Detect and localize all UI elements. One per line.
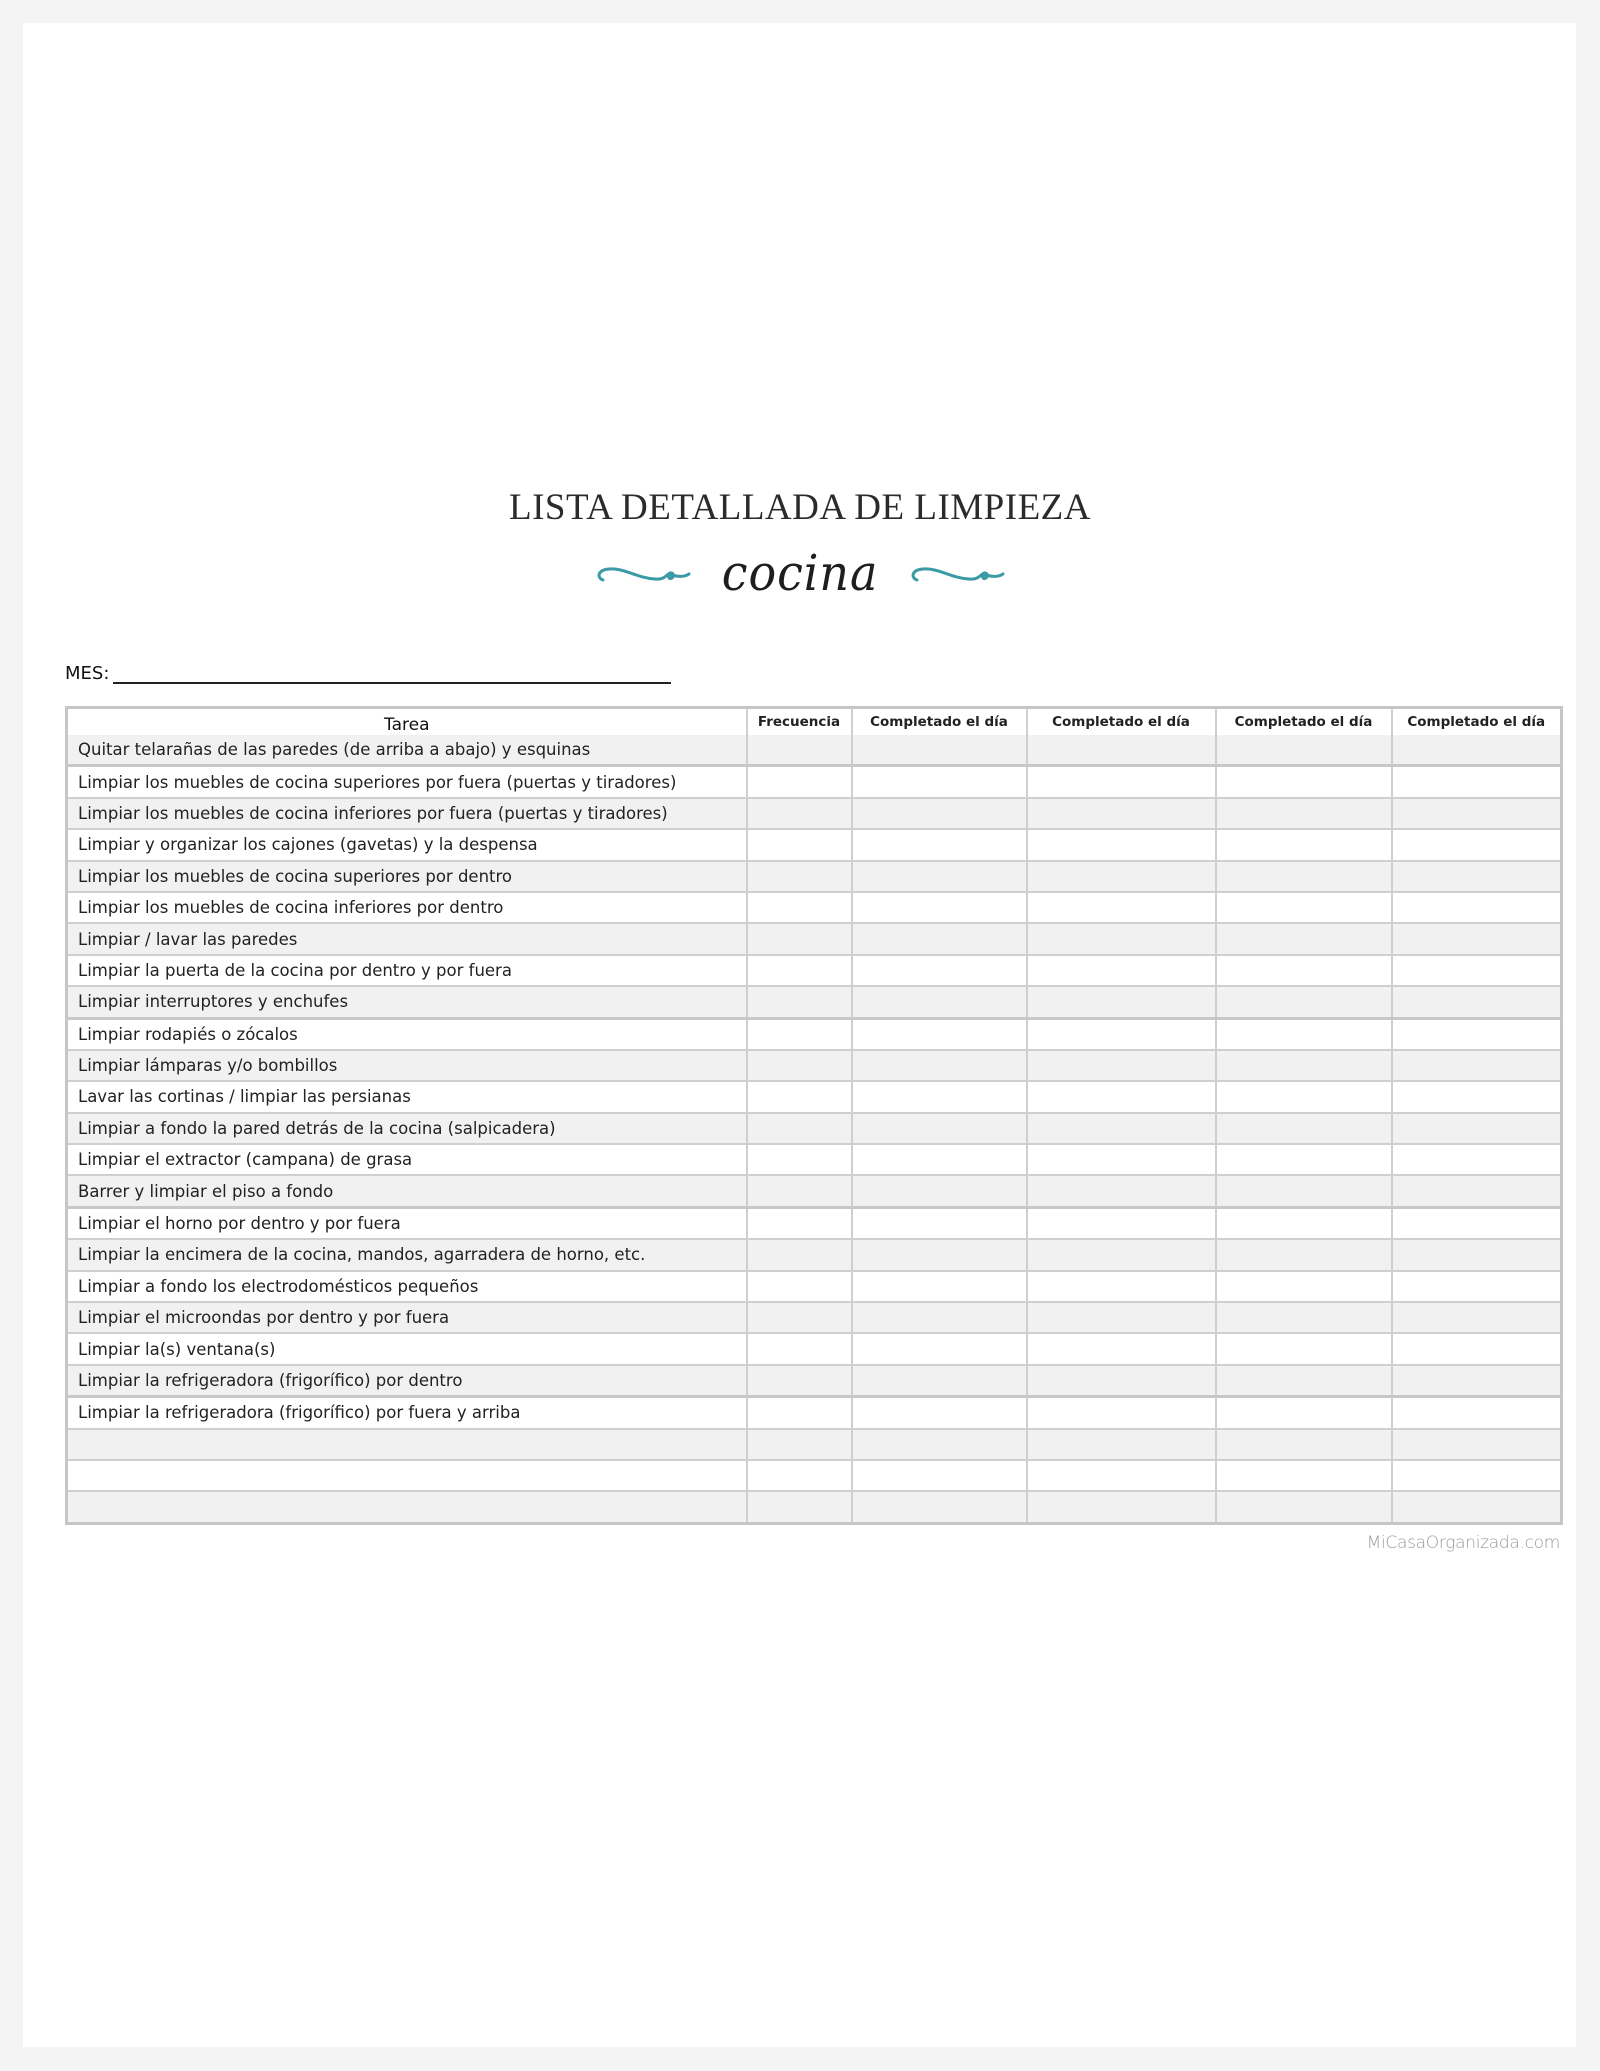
- table-row: [67, 1113, 1562, 1144]
- completed-day-1-cell[interactable]: [852, 923, 1027, 954]
- completed-day-2-cell[interactable]: [1027, 1081, 1216, 1112]
- completed-day-4-cell[interactable]: [1392, 1333, 1562, 1364]
- task-cell: Limpiar el microondas por dentro y por fuera: [67, 1302, 747, 1333]
- table-row: [67, 1207, 1562, 1239]
- completed-day-2-cell[interactable]: [1027, 1207, 1216, 1239]
- table-row: [67, 1333, 1562, 1364]
- header-task: Tarea: [67, 708, 747, 736]
- task-cell: Limpiar los muebles de cocina superiores por dentro: [67, 861, 747, 892]
- completed-day-4-cell[interactable]: [1392, 1207, 1562, 1239]
- task-cell: [67, 1429, 747, 1460]
- completed-day-2-cell[interactable]: [1027, 1333, 1216, 1364]
- completed-day-1-cell[interactable]: [852, 1113, 1027, 1144]
- task-cell: Limpiar a fondo la pared detrás de la cocina (salpicadera): [67, 1113, 747, 1144]
- completed-day-3-cell[interactable]: [1216, 1429, 1392, 1460]
- task-cell: Limpiar la(s) ventana(s): [67, 1333, 747, 1364]
- completed-day-1-cell[interactable]: [852, 829, 1027, 860]
- completed-day-4-cell[interactable]: [1392, 1113, 1562, 1144]
- subtitle-row: [0, 538, 1600, 608]
- completed-day-2-cell[interactable]: [1027, 1429, 1216, 1460]
- completed-day-1-cell[interactable]: [852, 1491, 1027, 1523]
- completed-day-2-cell[interactable]: [1027, 923, 1216, 954]
- frequency-cell[interactable]: [747, 766, 852, 798]
- frequency-cell[interactable]: [747, 923, 852, 954]
- task-cell: Limpiar los muebles de cocina superiores por fuera (puertas y tiradores): [67, 766, 747, 798]
- table-row: [67, 1239, 1562, 1270]
- table-row: [67, 1018, 1562, 1050]
- frequency-cell[interactable]: [747, 986, 852, 1018]
- table-row: [67, 735, 1562, 766]
- completed-day-3-cell[interactable]: [1216, 1239, 1392, 1270]
- completed-day-2-cell[interactable]: [1027, 892, 1216, 923]
- task-cell: Limpiar la refrigeradora (frigorífico) por dentro: [67, 1365, 747, 1397]
- completed-day-3-cell[interactable]: [1216, 986, 1392, 1018]
- completed-day-4-cell[interactable]: [1392, 1018, 1562, 1050]
- completed-day-4-cell[interactable]: [1392, 1365, 1562, 1397]
- frequency-cell[interactable]: [747, 1207, 852, 1239]
- frequency-cell[interactable]: [747, 829, 852, 860]
- completed-day-3-cell[interactable]: [1216, 1081, 1392, 1112]
- table-row: [67, 892, 1562, 923]
- completed-day-3-cell[interactable]: [1216, 1397, 1392, 1429]
- table-row: [67, 1050, 1562, 1081]
- completed-day-4-cell[interactable]: [1392, 829, 1562, 860]
- table-row: [67, 1365, 1562, 1397]
- frequency-cell[interactable]: [747, 1460, 852, 1491]
- table-row: [67, 955, 1562, 986]
- task-cell: Limpiar rodapiés o zócalos: [67, 1018, 747, 1050]
- completed-day-1-cell[interactable]: [852, 1460, 1027, 1491]
- completed-day-4-cell[interactable]: [1392, 1239, 1562, 1270]
- month-field-row: [65, 663, 671, 684]
- header-completed-day-4: Completado el día: [1392, 708, 1562, 736]
- completed-day-4-cell[interactable]: [1392, 923, 1562, 954]
- completed-day-1-cell[interactable]: [852, 1429, 1027, 1460]
- left-swirl-ornament-icon: [593, 558, 693, 588]
- completed-day-2-cell[interactable]: [1027, 861, 1216, 892]
- table-row: [67, 1491, 1562, 1523]
- swirl-path: [913, 569, 1003, 580]
- frequency-cell[interactable]: [747, 735, 852, 766]
- completed-day-2-cell[interactable]: [1027, 798, 1216, 829]
- completed-day-3-cell[interactable]: [1216, 1113, 1392, 1144]
- completed-day-3-cell[interactable]: [1216, 923, 1392, 954]
- completed-day-4-cell[interactable]: [1392, 1302, 1562, 1333]
- task-cell: Limpiar a fondo los electrodomésticos pequeños: [67, 1271, 747, 1302]
- task-cell: Limpiar / lavar las paredes: [67, 923, 747, 954]
- frequency-cell[interactable]: [747, 1018, 852, 1050]
- frequency-cell[interactable]: [747, 798, 852, 829]
- completed-day-1-cell[interactable]: [852, 1144, 1027, 1175]
- completed-day-4-cell[interactable]: [1392, 1397, 1562, 1429]
- task-cell: Limpiar la puerta de la cocina por dentro y por fuera: [67, 955, 747, 986]
- completed-day-1-cell[interactable]: [852, 1207, 1027, 1239]
- frequency-cell[interactable]: [747, 1302, 852, 1333]
- completed-day-3-cell[interactable]: [1216, 1175, 1392, 1207]
- completed-day-1-cell[interactable]: [852, 766, 1027, 798]
- header-completed-day-3: Completado el día: [1216, 708, 1392, 736]
- completed-day-2-cell[interactable]: [1027, 829, 1216, 860]
- table-row: [67, 798, 1562, 829]
- frequency-cell[interactable]: [747, 1491, 852, 1523]
- completed-day-3-cell[interactable]: [1216, 735, 1392, 766]
- frequency-cell[interactable]: [747, 1144, 852, 1175]
- completed-day-2-cell[interactable]: [1027, 1397, 1216, 1429]
- table-row: [67, 1175, 1562, 1207]
- completed-day-2-cell[interactable]: [1027, 735, 1216, 766]
- task-cell: Limpiar interruptores y enchufes: [67, 986, 747, 1018]
- completed-day-3-cell[interactable]: [1216, 1333, 1392, 1364]
- completed-day-2-cell[interactable]: [1027, 1460, 1216, 1491]
- document-title: LISTA DETALLADA DE LIMPIEZA: [508, 487, 1092, 528]
- completed-day-1-cell[interactable]: [852, 1397, 1027, 1429]
- frequency-cell[interactable]: [747, 892, 852, 923]
- completed-day-2-cell[interactable]: [1027, 1365, 1216, 1397]
- completed-day-3-cell[interactable]: [1216, 1050, 1392, 1081]
- table-row: [67, 1144, 1562, 1175]
- header-frequency: Frecuencia: [747, 708, 852, 736]
- task-cell: [67, 1491, 747, 1523]
- task-cell: Limpiar lámparas y/o bombillos: [67, 1050, 747, 1081]
- document-subtitle: cocina: [721, 544, 879, 602]
- month-input-line[interactable]: [113, 664, 671, 684]
- completed-day-1-cell[interactable]: [852, 1018, 1027, 1050]
- task-cell: Limpiar la encimera de la cocina, mandos, agarradera de horno, etc.: [67, 1239, 747, 1270]
- task-cell: Lavar las cortinas / limpiar las persianas: [67, 1081, 747, 1112]
- completed-day-3-cell[interactable]: [1216, 1144, 1392, 1175]
- frequency-cell[interactable]: [747, 1050, 852, 1081]
- completed-day-2-cell[interactable]: [1027, 766, 1216, 798]
- completed-day-1-cell[interactable]: [852, 892, 1027, 923]
- task-cell: Barrer y limpiar el piso a fondo: [67, 1175, 747, 1207]
- completed-day-2-cell[interactable]: [1027, 1018, 1216, 1050]
- right-swirl-ornament-icon: [907, 558, 1007, 588]
- completed-day-1-cell[interactable]: [852, 1302, 1027, 1333]
- completed-day-4-cell[interactable]: [1392, 1081, 1562, 1112]
- completed-day-3-cell[interactable]: [1216, 955, 1392, 986]
- task-cell: Quitar telarañas de las paredes (de arriba a abajo) y esquinas: [67, 735, 747, 766]
- task-cell: Limpiar los muebles de cocina inferiores por dentro: [67, 892, 747, 923]
- table-body: [67, 735, 1562, 1523]
- completed-day-2-cell[interactable]: [1027, 1271, 1216, 1302]
- completed-day-4-cell[interactable]: [1392, 798, 1562, 829]
- completed-day-3-cell[interactable]: [1216, 798, 1392, 829]
- task-cell: Limpiar el horno por dentro y por fuera: [67, 1207, 747, 1239]
- completed-day-1-cell[interactable]: [852, 861, 1027, 892]
- completed-day-1-cell[interactable]: [852, 1365, 1027, 1397]
- table-row: [67, 1397, 1562, 1429]
- completed-day-1-cell[interactable]: [852, 1081, 1027, 1112]
- completed-day-3-cell[interactable]: [1216, 1018, 1392, 1050]
- frequency-cell[interactable]: [747, 1239, 852, 1270]
- frequency-cell[interactable]: [747, 1081, 852, 1112]
- completed-day-3-cell[interactable]: [1216, 1302, 1392, 1333]
- completed-day-1-cell[interactable]: [852, 1333, 1027, 1364]
- completed-day-4-cell[interactable]: [1392, 1144, 1562, 1175]
- completed-day-2-cell[interactable]: [1027, 1302, 1216, 1333]
- frequency-cell[interactable]: [747, 1271, 852, 1302]
- completed-day-3-cell[interactable]: [1216, 1271, 1392, 1302]
- completed-day-1-cell[interactable]: [852, 1271, 1027, 1302]
- completed-day-3-cell[interactable]: [1216, 1365, 1392, 1397]
- header-completed-day-2: Completado el día: [1027, 708, 1216, 736]
- completed-day-4-cell[interactable]: [1392, 861, 1562, 892]
- completed-day-2-cell[interactable]: [1027, 1050, 1216, 1081]
- completed-day-3-cell[interactable]: [1216, 829, 1392, 860]
- completed-day-1-cell[interactable]: [852, 1239, 1027, 1270]
- task-cell: Limpiar y organizar los cajones (gavetas) y la despensa: [67, 829, 747, 860]
- table-row: [67, 766, 1562, 798]
- table-row: [67, 923, 1562, 954]
- completed-day-4-cell[interactable]: [1392, 1175, 1562, 1207]
- completed-day-4-cell[interactable]: [1392, 1429, 1562, 1460]
- swirl-path: [599, 569, 689, 580]
- website-footer: MiCasaOrganizada.com: [1366, 1533, 1560, 1553]
- completed-day-2-cell[interactable]: [1027, 1239, 1216, 1270]
- completed-day-3-cell[interactable]: [1216, 861, 1392, 892]
- completed-day-2-cell[interactable]: [1027, 1113, 1216, 1144]
- completed-day-3-cell[interactable]: [1216, 1207, 1392, 1239]
- completed-day-4-cell[interactable]: [1392, 955, 1562, 986]
- table-row: [67, 986, 1562, 1018]
- completed-day-1-cell[interactable]: [852, 798, 1027, 829]
- cleaning-task-table: [65, 706, 1563, 1525]
- completed-day-4-cell[interactable]: [1392, 892, 1562, 923]
- frequency-cell[interactable]: [747, 955, 852, 986]
- frequency-cell[interactable]: [747, 1333, 852, 1364]
- frequency-cell[interactable]: [747, 1365, 852, 1397]
- frequency-cell[interactable]: [747, 1397, 852, 1429]
- completed-day-4-cell[interactable]: [1392, 735, 1562, 766]
- table-row: [67, 1302, 1562, 1333]
- frequency-cell[interactable]: [747, 1175, 852, 1207]
- completed-day-3-cell[interactable]: [1216, 766, 1392, 798]
- completed-day-1-cell[interactable]: [852, 986, 1027, 1018]
- table-row: [67, 861, 1562, 892]
- completed-day-4-cell[interactable]: [1392, 766, 1562, 798]
- frequency-cell[interactable]: [747, 1113, 852, 1144]
- table-header-row: [67, 708, 1562, 736]
- header-completed-day-1: Completado el día: [852, 708, 1027, 736]
- completed-day-3-cell[interactable]: [1216, 892, 1392, 923]
- completed-day-3-cell[interactable]: [1216, 1491, 1392, 1523]
- completed-day-4-cell[interactable]: [1392, 1460, 1562, 1491]
- completed-day-2-cell[interactable]: [1027, 986, 1216, 1018]
- frequency-cell[interactable]: [747, 861, 852, 892]
- task-cell: Limpiar el extractor (campana) de grasa: [67, 1144, 747, 1175]
- completed-day-1-cell[interactable]: [852, 1050, 1027, 1081]
- completed-day-2-cell[interactable]: [1027, 1491, 1216, 1523]
- task-cell: [67, 1460, 747, 1491]
- table-row: [67, 1271, 1562, 1302]
- table-row: [67, 1081, 1562, 1112]
- month-label: MES:: [65, 663, 110, 684]
- table-row: [67, 1460, 1562, 1491]
- completed-day-4-cell[interactable]: [1392, 1271, 1562, 1302]
- completed-day-2-cell[interactable]: [1027, 955, 1216, 986]
- completed-day-4-cell[interactable]: [1392, 1491, 1562, 1523]
- completed-day-4-cell[interactable]: [1392, 986, 1562, 1018]
- table-row: [67, 1429, 1562, 1460]
- completed-day-3-cell[interactable]: [1216, 1460, 1392, 1491]
- task-cell: Limpiar la refrigeradora (frigorífico) por fuera y arriba: [67, 1397, 747, 1429]
- completed-day-4-cell[interactable]: [1392, 1050, 1562, 1081]
- frequency-cell[interactable]: [747, 1429, 852, 1460]
- completed-day-1-cell[interactable]: [852, 1175, 1027, 1207]
- table-row: [67, 829, 1562, 860]
- completed-day-2-cell[interactable]: [1027, 1175, 1216, 1207]
- task-cell: Limpiar los muebles de cocina inferiores por fuera (puertas y tiradores): [67, 798, 747, 829]
- completed-day-1-cell[interactable]: [852, 955, 1027, 986]
- completed-day-2-cell[interactable]: [1027, 1144, 1216, 1175]
- completed-day-1-cell[interactable]: [852, 735, 1027, 766]
